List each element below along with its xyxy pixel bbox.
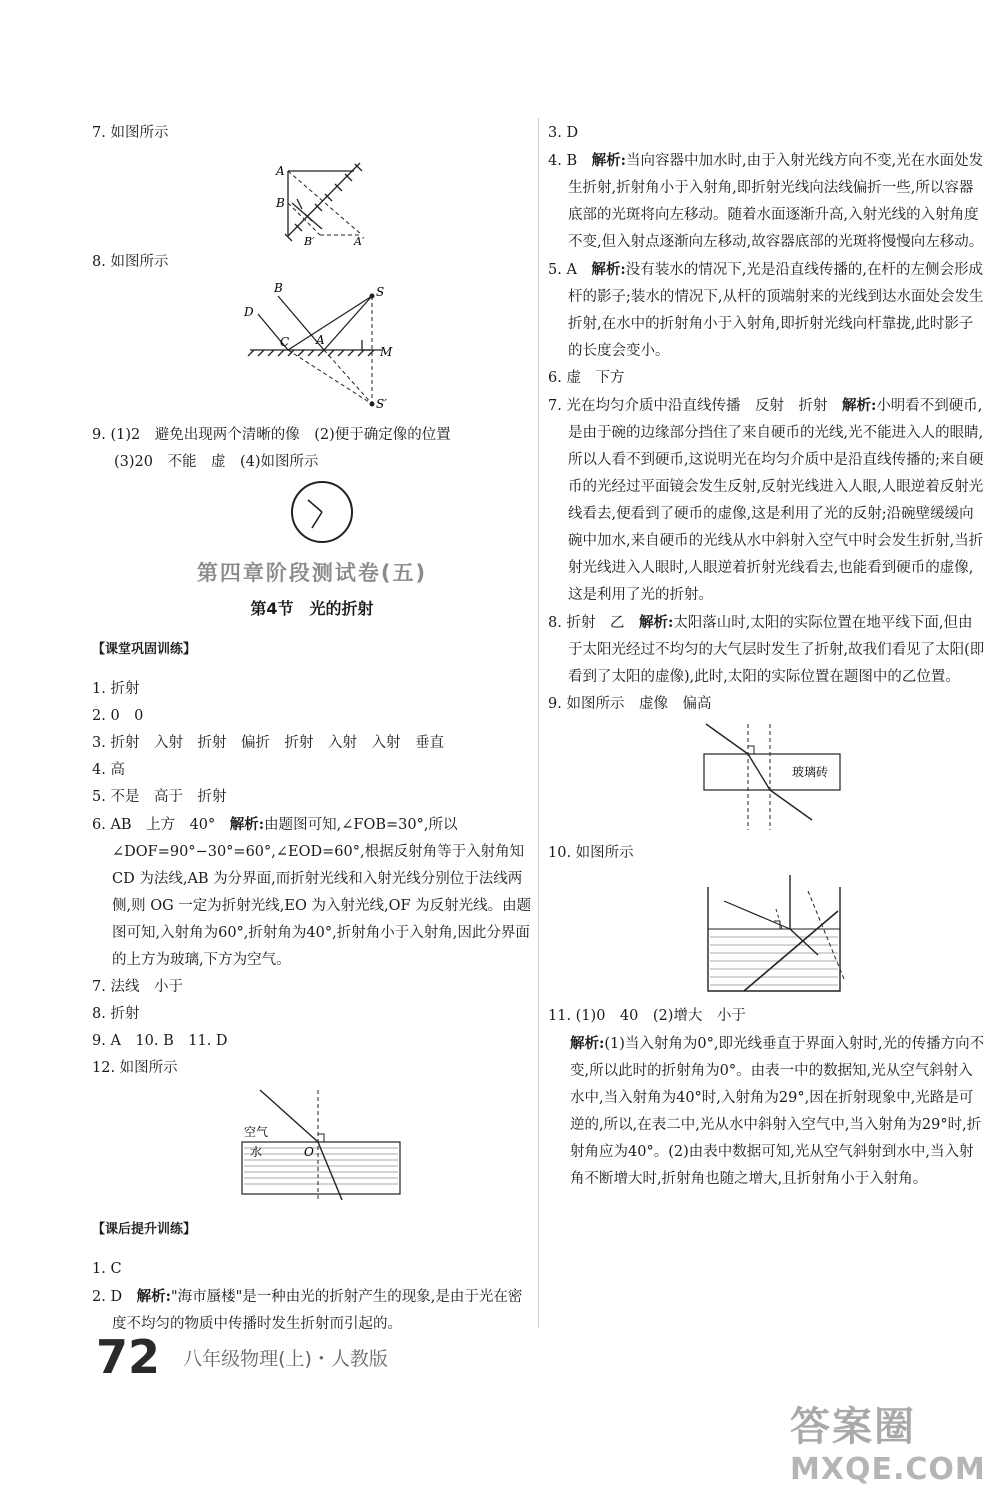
fig7-label-b: B [276,196,285,210]
fig8-label-c: C [280,335,290,349]
fig8-label-d: D [244,305,254,319]
r5-analysis: 没有装水的情况下,光是沿直线传播的,在杆的左侧会形成杆的影子;装水的情况下,从杆的顶端射来的光线到达水面处会发生折射,在水中的折射角小于入射角,即折射光线向杆靠拢,此时影子的长度会变小。 [568,262,984,359]
list-item: 11. (1)0 40 (2)增大 小于 [548,1008,746,1024]
list-item: 9. A 10. B 11. D [92,1033,228,1049]
analysis-label: 解析: [638,614,674,631]
fig7-label-a: A [276,164,285,178]
fig8-label-s-prime: S′ [376,397,387,411]
fig8-label-s: S [376,285,385,299]
fig12-air-label: 空气 [244,1125,269,1139]
list-item: 7. 法线 小于 [92,979,183,995]
h2-answers: 2. D [92,1289,137,1305]
r8-answers: 8. 折射 乙 [548,615,639,631]
list-item: 10. 如图所示 [548,845,634,861]
fig12-water-label: 水 [250,1145,263,1159]
r7-analysis: 小明看不到硬币,是由于碗的边缘部分挡住了来自硬币的光线,光不能进入人的眼睛,所以人看不到硬币,这说明光在均匀介质中是沿直线传播的;来自硬币的光经过平面镜会发生反射,反射光线进入人眼,人眼逆着反射光线看去,便看到了硬币的虚像,这是利用了光的反射;沿碗壁缓缓向碗中加水,来自硬币的光线从水中斜射入空气中时会发生折射,当折射光线进入人眼时,人眼逆着折射光线看去,也能看到硬币的虚像,这是利用了光的折射。 [568,398,984,603]
q7-answer: 7. 如图所示 [92,125,169,141]
q6-answer [92,811,532,974]
list-item: 8. 折射 [92,1006,140,1022]
analysis-label: 解析: [591,152,626,169]
r7-answers: 7. 光在均匀介质中沿直线传播 反射 折射 [548,398,842,414]
analysis-label: 解析: [841,397,877,414]
r11-analysis [548,1030,986,1193]
r4-analysis: 当向容器中加水时,由于入射光线方向不变,光在水面处发生折射,折射角小于入射角,即折射光线向法线偏折一些,所以容器底部的光斑将向左移动。随着水面逐渐升高,入射光线的入射角度不变,但入射点逐渐向左移动,故容器底部的光斑将慢慢向左移动。 [568,153,984,250]
chapter-title: 第四章阶段测试卷(五) [196,561,428,585]
fig9-glass-label: 玻璃砖 [792,765,829,779]
list-item: 3. D [548,125,579,141]
r7-answer [548,392,986,609]
list-item: 9. 如图所示 虚像 偏高 [548,696,712,712]
page-footer [96,1330,388,1384]
section-classroom: 【课堂巩固训练】 [92,642,197,657]
q8-answer: 8. 如图所示 [92,254,169,270]
list-item: 5. 不是 高于 折射 [92,789,227,805]
q9-answer-line2: (3)20 不能 虚 (4)如图所示 [114,454,319,470]
fig7-label-b-prime: B′ [304,235,315,245]
r5-answers: 5. A [548,262,592,278]
fig7-label-a-prime: A′ [354,235,365,245]
list-item: 6. 虚 下方 [548,370,625,386]
list-item: 1. 折射 [92,681,140,697]
analysis-label: 解析: [229,816,265,833]
h2-analysis: "海市蜃楼"是一种由光的折射产生的现象,是由于光在密度不均匀的物质中传播时发生折射而引起的。 [112,1289,523,1332]
right-column [548,120,986,1193]
r5-answer [548,256,986,365]
r4-answers: 4. B [548,153,592,169]
lesson-title: 第4节 光的折射 [250,599,374,618]
figure-9-clock [92,478,532,548]
fig12-o-label: O [304,1145,314,1159]
figure-7-mirror-diagram [92,149,532,245]
left-column [92,120,532,1338]
q6-answers: 6. AB 上方 40° [92,817,230,833]
list-item: 3. 折射 入射 折射 偏折 折射 入射 入射 垂直 [92,735,444,751]
watermark [790,1395,986,1487]
r4-answer [548,147,986,256]
analysis-label: 解析: [591,261,626,278]
watermark-text: 答案圈 [790,1404,916,1450]
r8-answer [548,609,986,691]
fig8-label-b: B [274,281,283,295]
column-divider [538,118,539,1328]
analysis-label: 解析: [136,1288,171,1305]
r8-analysis: 太阳落山时,太阳的实际位置在地平线下面,但由于太阳光经过不均匀的大气层时发生了折射,故我们看见了太阳(即看到了太阳的虚像),此时,太阳的实际位置在题图中的乙位置。 [568,615,985,685]
section-after-class: 【课后提升训练】 [92,1222,197,1237]
list-item: 1. C [92,1261,122,1277]
figure-9-glass-block-diagram [548,720,986,836]
book-title: 八年级物理(上)・人教版 [183,1347,388,1370]
analysis-label: 解析: [570,1035,605,1052]
figure-10-water-container-diagram [548,869,986,999]
watermark-url: MXQE.COM [790,1452,986,1487]
fig8-label-m: M [380,345,393,359]
list-item: 4. 高 [92,762,125,778]
q9-answer-line1: 9. (1)2 避免出现两个清晰的像 (2)便于确定像的位置 [92,427,451,443]
fig8-label-a: A [316,333,325,347]
list-item: 2. 0 0 [92,708,144,724]
r11-analysis-text: (1)当入射角为0°,即光线垂直于界面入射时,光的传播方向不变,所以此时的折射角为0°。由表一中的数据知,光从空气斜射入水中,当入射角为40°时,入射角为29°,因在折射现象中,光路是可逆的,所以,在表二中,光从水中斜射入空气中,当入射角为29°时,折射角应为40°。(2)由表中数据可知,光从空气斜射到水中,当入射角不断增大时,折射角也随之增大,且折射角小于入射角。 [570,1036,985,1187]
figure-8-reflection-diagram [92,278,532,418]
figure-12-refraction-diagram [92,1084,532,1204]
q6-analysis: 由题图可知,∠FOB=30°,所以∠DOF=90°−30°=60°,∠EOD=60°,根据反射角等于入射角知 CD 为法线,AB 为分界面,而折射光线和入射光线分别位于法线两侧,则 OG 一定为折射光线,EO 为入射光线,OF 为反射光线。由题图可知,入射角为60°,折射角为40°,折射角小于入射角,因此分界面的上方为玻璃,下方为空气。 [112,817,532,968]
page-number: 72 [96,1330,161,1384]
list-item: 12. 如图所示 [92,1060,178,1076]
